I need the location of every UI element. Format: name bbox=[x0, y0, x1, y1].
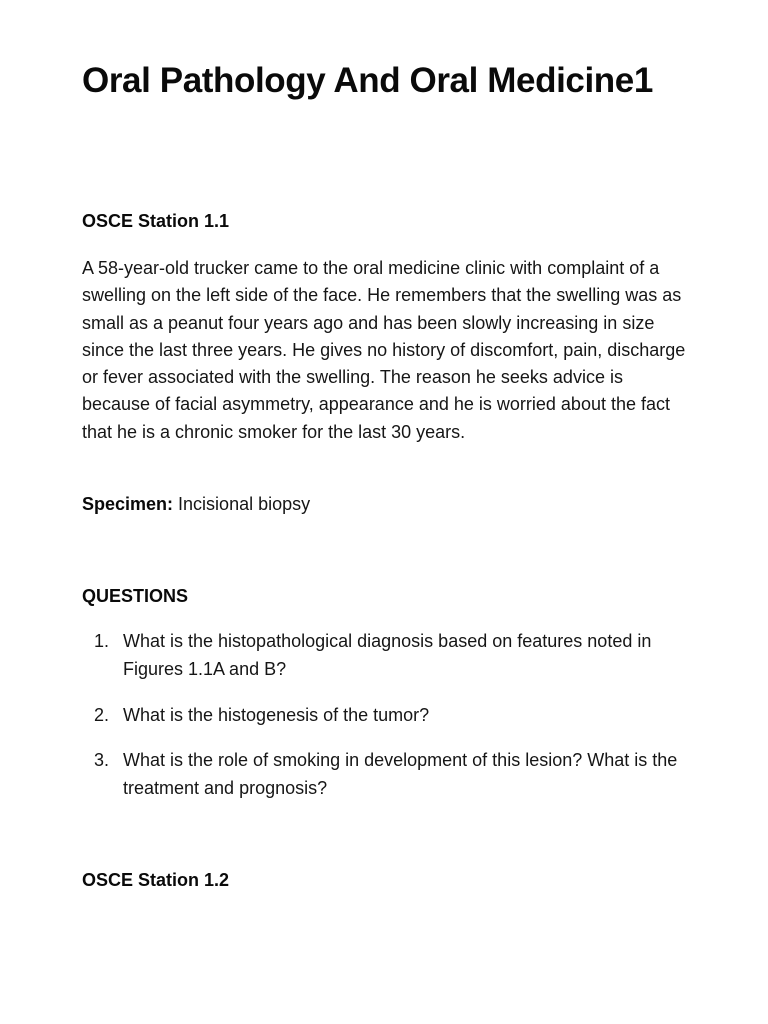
question-number: 2. bbox=[94, 705, 110, 725]
question-number: 3. bbox=[94, 750, 110, 770]
station-1-heading: OSCE Station 1.1 bbox=[82, 211, 230, 231]
question-text: What is the histopathological diagnosis based on features noted in Figures 1.1A and B? bbox=[123, 631, 652, 679]
question-text: What is the role of smoking in development of this lesion? What is the treatment and prognosis? bbox=[123, 750, 678, 798]
specimen-value: Incisional biopsy bbox=[178, 494, 311, 514]
specimen-label: Specimen: bbox=[82, 494, 174, 514]
case-description: A 58-year-old trucker came to the oral medicine clinic with complaint of a swelling on the left side of the face. He remembers that the swelling was as small as a peanut four years ago and has been slowly increasing in size since the last three years. He gives no history of discomfort, pain, discharge or fever associated with the swelling. The reason he seeks advice is because of facial asymmetry, appearance and he is worried about the fact that he is a chronic smoker for the last 30 years. bbox=[82, 258, 686, 442]
question-number: 1. bbox=[94, 631, 110, 651]
questions-heading: QUESTIONS bbox=[82, 586, 189, 606]
question-text: What is the histogenesis of the tumor? bbox=[123, 705, 430, 725]
specimen-line bbox=[82, 491, 310, 518]
station-2-heading: OSCE Station 1.2 bbox=[82, 870, 230, 890]
document-title: Oral Pathology And Oral Medicine1 bbox=[82, 61, 653, 100]
